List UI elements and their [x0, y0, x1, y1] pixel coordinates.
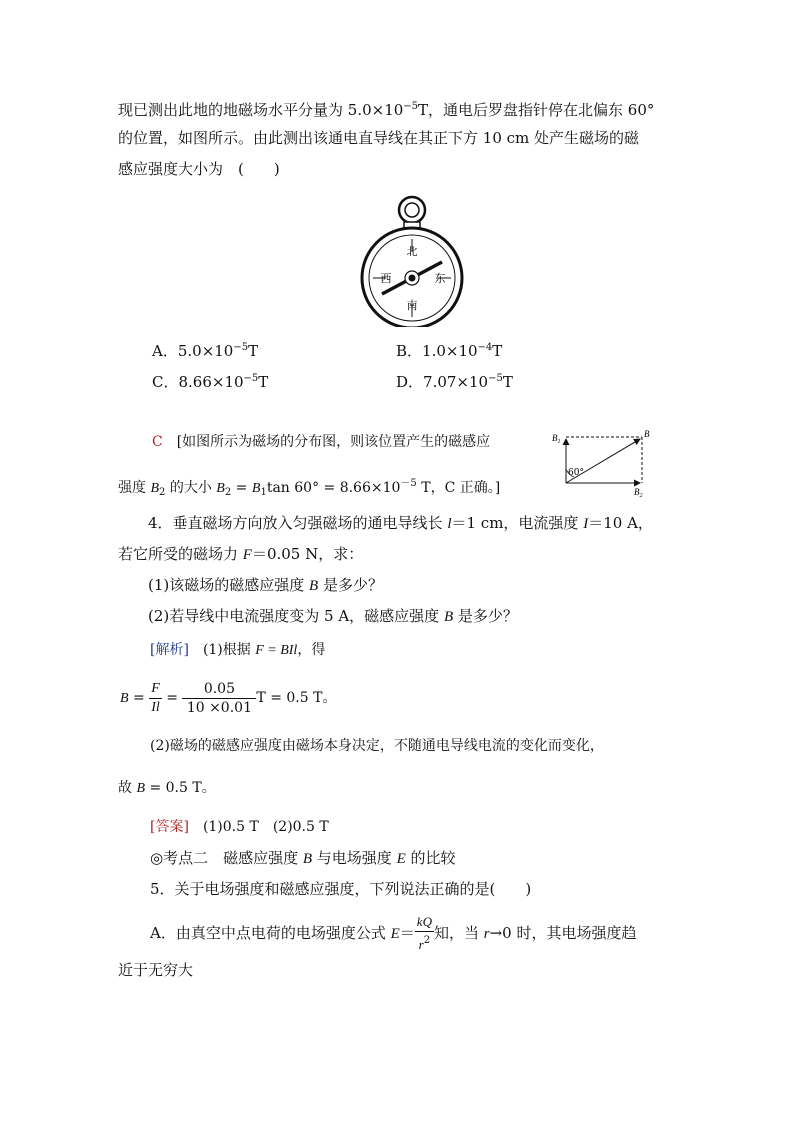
label-north: 北	[406, 245, 418, 258]
fraction-values: $\frac{0.05}{10 \times 0.01}$	[182, 680, 256, 717]
q4-jiexi-line3: 故 B = 0.5 T。	[118, 780, 216, 796]
q3-stem-line2: 的位置，如图所示。由此测出该通电直导线在其正下方 10 cm 处产生磁场的磁	[118, 129, 640, 147]
label-south: 南	[406, 299, 418, 312]
option-b[interactable]: B．$1.0\times 10^{-4}T$	[396, 342, 503, 360]
section-title: ◎考点二 磁感应强度 B 与电场强度 E 的比较	[150, 849, 456, 867]
fraction-f-il: $\frac{F}{Il}$	[151, 680, 160, 715]
answer-letter: C	[152, 434, 163, 450]
q5-option-a-line2: 近于无穷大	[118, 961, 194, 979]
label-b1: $B_1$	[552, 433, 561, 445]
q3-explain-line1: C [如图所示为磁场的分布图，则该位置产生的磁感应	[152, 434, 491, 450]
q3-explain-line2: 强度 $B_2$ 的大小 $B_2 = B_1\tan$ $60^\circ = 8.66\times 10^{-5}$ T，C 正确。]	[118, 478, 501, 498]
q4-equation: B = $\frac{F}{Il}$ = $\frac{0.05}{10 \times 0.01}$ T = 0.5 T。	[120, 680, 337, 716]
q4-stem-line1: 4．垂直磁场方向放入匀强磁场的通电导线长 l＝1 cm，电流强度 I＝10 A，	[148, 514, 653, 532]
q4-sub1: (1)该磁场的磁感应强度 B 是多少？	[148, 576, 383, 594]
q4-stem-line2: 若它所受的磁场力 F＝0.05 N，求：	[118, 545, 364, 563]
label-west: 西	[380, 272, 392, 285]
q3-stem-line1: 现已测出此地的地磁场水平分量为 $5.0\times 10^{-5}T$，通电后罗盘指针停在北偏东 60°	[118, 101, 655, 119]
option-a[interactable]: A．$5.0\times 10^{-5}T$	[152, 342, 259, 360]
vector-diagram	[548, 425, 658, 500]
q3-stem-line3: 感应强度大小为 ( )	[118, 160, 280, 178]
label-east: 东	[434, 272, 446, 285]
answer-tag: [答案]	[150, 819, 189, 835]
q5-option-a-line1[interactable]: A．由真空中点电荷的电场强度公式 E＝ $\frac{kQ}{r^2}$ 知，当 r→0 时，其电场强度趋	[150, 913, 636, 955]
answer-paren: ( )	[238, 160, 280, 178]
q5-stem: 5．关于电场强度和磁感应强度，下列说法正确的是( )	[150, 880, 532, 898]
option-c[interactable]: C．$8.66\times 10^{-5}T$	[152, 373, 269, 391]
compass-figure	[360, 192, 465, 327]
angle-label: 60°	[568, 468, 584, 478]
q4-jiexi-line2: (2)磁场的磁感应强度由磁场本身决定，不随通电导线电流的变化而变化，	[150, 738, 604, 754]
label-b2: $B_2$	[634, 487, 643, 499]
option-d[interactable]: D．$7.07\times 10^{-5}T$	[396, 373, 513, 391]
compass-ring	[399, 197, 425, 223]
label-b: B	[644, 429, 650, 439]
q4-sub2: (2)若导线中电流强度变为 5 A，磁感应强度 B 是多少？	[148, 607, 518, 625]
jiexi-tag: [解析]	[150, 642, 189, 658]
q4-jiexi-line1: [解析] (1)根据 F = BIl，得	[150, 642, 326, 658]
q4-answer: [答案] (1)0.5 T (2)0.5 T	[150, 819, 329, 835]
fraction-kq-r2: $\frac{kQ}{r^2}$	[416, 914, 432, 952]
